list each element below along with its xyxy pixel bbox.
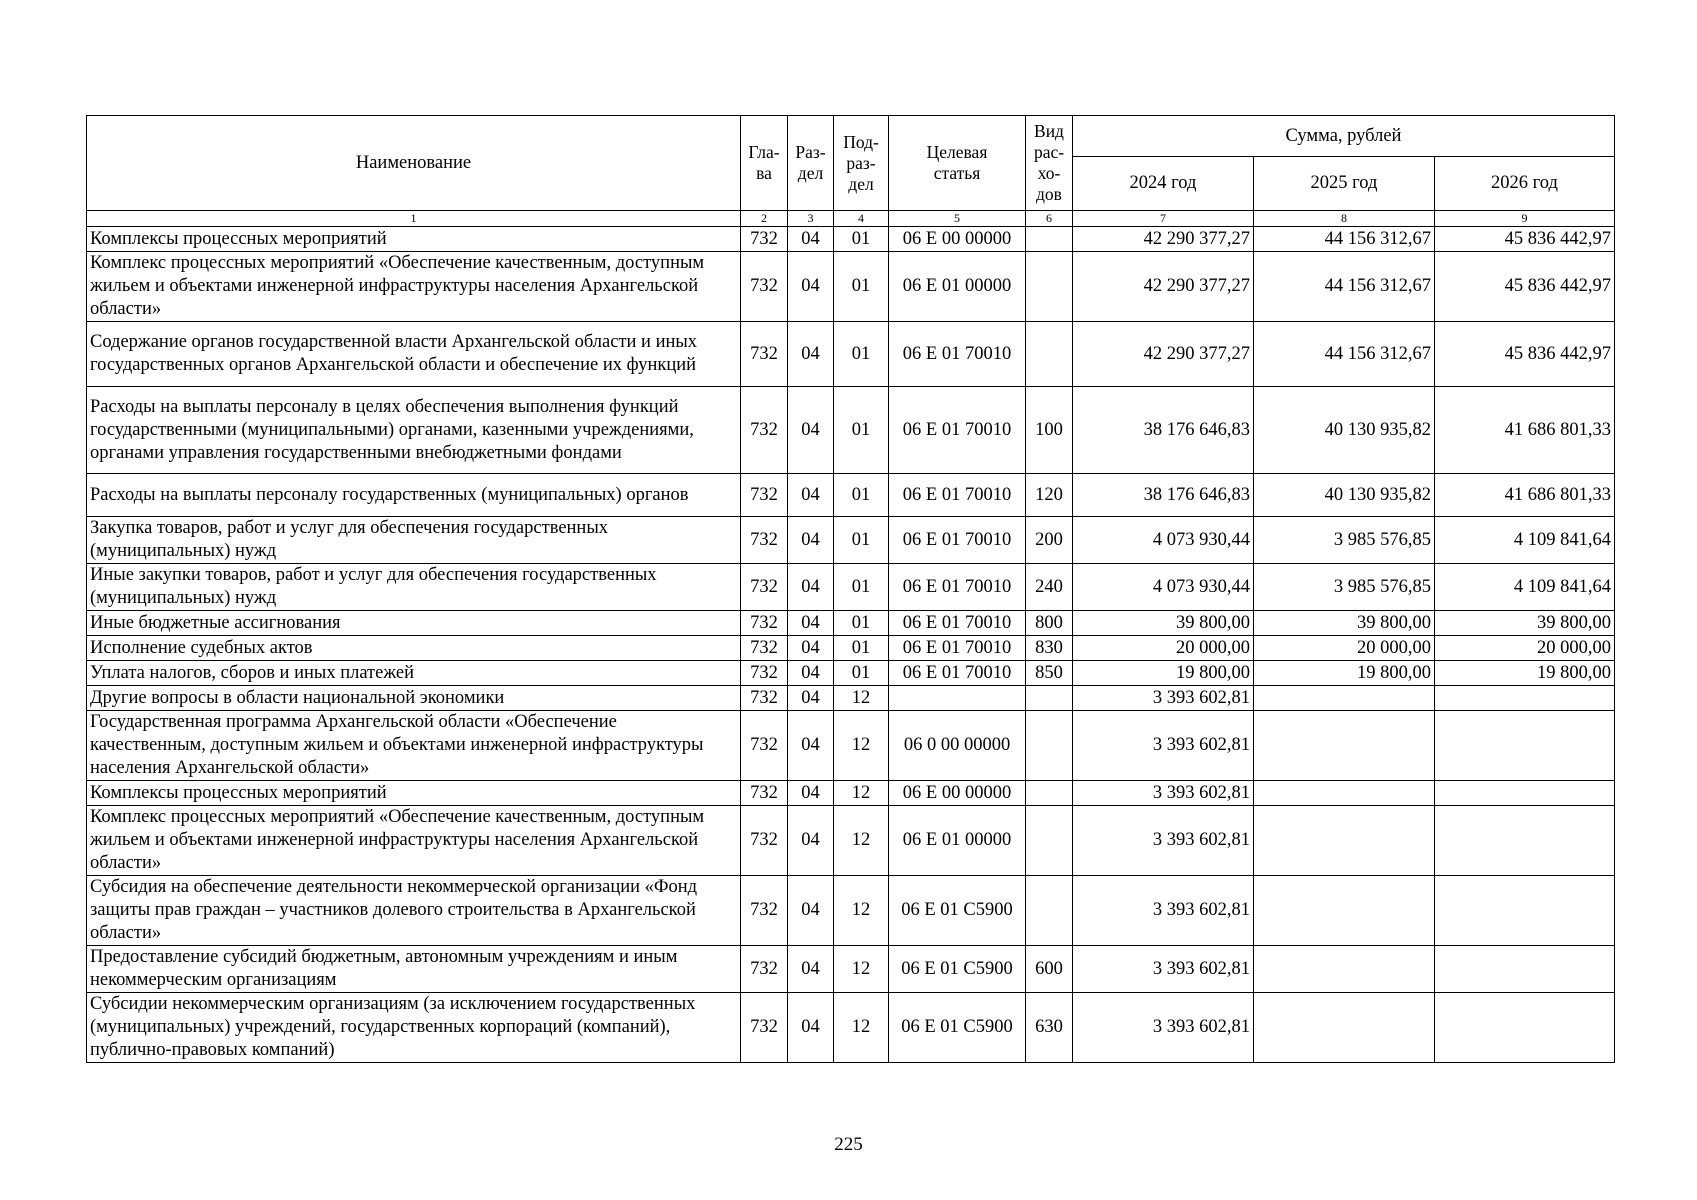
row-amount-2026: 45 836 442,97	[1435, 322, 1615, 387]
row-amount-2026	[1435, 781, 1615, 806]
row-target-article: 06 Е 01 70010	[889, 474, 1026, 517]
row-expense-type	[1026, 806, 1073, 876]
row-amount-2024: 20 000,00	[1073, 636, 1254, 661]
row-amount-2025: 3 985 576,85	[1254, 517, 1435, 564]
row-target-article: 06 Е 01 70010	[889, 322, 1026, 387]
row-name: Исполнение судебных актов	[87, 636, 741, 661]
row-target-article: 06 Е 00 00000	[889, 227, 1026, 252]
row-amount-2025: 3 985 576,85	[1254, 564, 1435, 611]
row-chapter: 732	[741, 227, 788, 252]
row-chapter: 732	[741, 517, 788, 564]
header-year-2024: 2024 год	[1073, 157, 1254, 211]
row-expense-type: 100	[1026, 387, 1073, 474]
row-amount-2024: 39 800,00	[1073, 611, 1254, 636]
row-amount-2025	[1254, 781, 1435, 806]
row-section: 04	[788, 993, 834, 1063]
row-expense-type: 120	[1026, 474, 1073, 517]
row-amount-2026	[1435, 711, 1615, 781]
row-chapter: 732	[741, 611, 788, 636]
row-amount-2025: 19 800,00	[1254, 661, 1435, 686]
row-section: 04	[788, 711, 834, 781]
column-number: 3	[788, 211, 834, 227]
row-amount-2026: 19 800,00	[1435, 661, 1615, 686]
row-name: Государственная программа Архангельской области «Обеспечение качественным, доступным жильем и объектами инженерной инфраструктуры населения Архангельской области»	[87, 711, 741, 781]
row-expense-type: 600	[1026, 946, 1073, 993]
column-number: 4	[834, 211, 889, 227]
row-amount-2026: 20 000,00	[1435, 636, 1615, 661]
row-target-article: 06 Е 01 С5900	[889, 876, 1026, 946]
row-expense-type	[1026, 322, 1073, 387]
row-target-article: 06 Е 01 70010	[889, 611, 1026, 636]
row-name: Субсидии некоммерческим организациям (за исключением государственных (муниципальных) учреждений, государственных корпораций (компаний), публично-правовых компаний)	[87, 993, 741, 1063]
table-row	[87, 322, 1615, 387]
row-chapter: 732	[741, 946, 788, 993]
row-amount-2025: 40 130 935,82	[1254, 474, 1435, 517]
row-chapter: 732	[741, 564, 788, 611]
table-row	[87, 686, 1615, 711]
row-expense-type: 240	[1026, 564, 1073, 611]
row-amount-2026	[1435, 806, 1615, 876]
row-expense-type	[1026, 227, 1073, 252]
row-amount-2026	[1435, 993, 1615, 1063]
row-chapter: 732	[741, 387, 788, 474]
table-row	[87, 806, 1615, 876]
row-target-article	[889, 686, 1026, 711]
row-target-article: 06 Е 01 70010	[889, 517, 1026, 564]
header-year-2025: 2025 год	[1254, 157, 1435, 211]
row-amount-2025	[1254, 946, 1435, 993]
row-amount-2025: 39 800,00	[1254, 611, 1435, 636]
row-section: 04	[788, 946, 834, 993]
row-amount-2025	[1254, 993, 1435, 1063]
row-amount-2024: 3 393 602,81	[1073, 781, 1254, 806]
row-amount-2024: 19 800,00	[1073, 661, 1254, 686]
column-number: 2	[741, 211, 788, 227]
row-target-article: 06 Е 01 00000	[889, 806, 1026, 876]
row-subsection: 01	[834, 611, 889, 636]
row-amount-2025	[1254, 806, 1435, 876]
column-number: 5	[889, 211, 1026, 227]
row-amount-2025: 20 000,00	[1254, 636, 1435, 661]
row-name: Субсидия на обеспечение деятельности некоммерческой организации «Фонд защиты прав граждан – участников долевого строительства в Архангельской области»	[87, 876, 741, 946]
table-row	[87, 876, 1615, 946]
row-section: 04	[788, 322, 834, 387]
row-name: Комплекс процессных мероприятий «Обеспечение качественным, доступным жильем и объектами инженерной инфраструктуры населения Архангельской области»	[87, 806, 741, 876]
row-target-article: 06 Е 01 70010	[889, 564, 1026, 611]
row-chapter: 732	[741, 711, 788, 781]
row-subsection: 12	[834, 806, 889, 876]
row-expense-type: 800	[1026, 611, 1073, 636]
row-section: 04	[788, 876, 834, 946]
header-subsection: Под- раз- дел	[834, 116, 889, 211]
table-header	[87, 116, 1615, 227]
row-chapter: 732	[741, 686, 788, 711]
row-expense-type: 830	[1026, 636, 1073, 661]
row-target-article: 06 Е 01 70010	[889, 661, 1026, 686]
row-amount-2024: 42 290 377,27	[1073, 227, 1254, 252]
row-amount-2026	[1435, 686, 1615, 711]
table-row	[87, 387, 1615, 474]
row-name: Уплата налогов, сборов и иных платежей	[87, 661, 741, 686]
row-chapter: 732	[741, 806, 788, 876]
row-section: 04	[788, 227, 834, 252]
row-chapter: 732	[741, 993, 788, 1063]
row-subsection: 01	[834, 227, 889, 252]
row-name: Предоставление субсидий бюджетным, автономным учреждениям и иным некоммерческим организациям	[87, 946, 741, 993]
row-name: Комплексы процессных мероприятий	[87, 227, 741, 252]
column-number: 6	[1026, 211, 1073, 227]
row-subsection: 01	[834, 636, 889, 661]
row-subsection: 12	[834, 876, 889, 946]
row-expense-type: 200	[1026, 517, 1073, 564]
row-amount-2026: 41 686 801,33	[1435, 387, 1615, 474]
page-number: 225	[834, 1134, 863, 1155]
table-row	[87, 661, 1615, 686]
row-subsection: 01	[834, 564, 889, 611]
row-name: Комплекс процессных мероприятий «Обеспечение качественным, доступным жильем и объектами инженерной инфраструктуры населения Архангельской области»	[87, 252, 741, 322]
row-expense-type: 630	[1026, 993, 1073, 1063]
row-section: 04	[788, 252, 834, 322]
row-section: 04	[788, 474, 834, 517]
row-name: Комплексы процессных мероприятий	[87, 781, 741, 806]
row-chapter: 732	[741, 661, 788, 686]
row-name: Иные закупки товаров, работ и услуг для обеспечения государственных (муниципальных) нужд	[87, 564, 741, 611]
row-amount-2025	[1254, 686, 1435, 711]
table-row	[87, 946, 1615, 993]
row-subsection: 01	[834, 322, 889, 387]
table-row	[87, 711, 1615, 781]
row-section: 04	[788, 517, 834, 564]
table-row	[87, 993, 1615, 1063]
row-amount-2026	[1435, 946, 1615, 993]
row-amount-2024: 3 393 602,81	[1073, 876, 1254, 946]
row-subsection: 01	[834, 661, 889, 686]
row-section: 04	[788, 781, 834, 806]
row-amount-2024: 3 393 602,81	[1073, 993, 1254, 1063]
row-amount-2024: 3 393 602,81	[1073, 686, 1254, 711]
row-subsection: 12	[834, 711, 889, 781]
column-number: 9	[1435, 211, 1615, 227]
row-expense-type	[1026, 711, 1073, 781]
row-amount-2026: 41 686 801,33	[1435, 474, 1615, 517]
table-row	[87, 611, 1615, 636]
row-chapter: 732	[741, 781, 788, 806]
row-name: Иные бюджетные ассигнования	[87, 611, 741, 636]
row-target-article: 06 Е 01 С5900	[889, 946, 1026, 993]
row-target-article: 06 Е 01 70010	[889, 387, 1026, 474]
table-row	[87, 781, 1615, 806]
row-name: Другие вопросы в области национальной экономики	[87, 686, 741, 711]
table-row	[87, 564, 1615, 611]
column-number: 8	[1254, 211, 1435, 227]
header-section: Раз- дел	[788, 116, 834, 211]
row-section: 04	[788, 564, 834, 611]
row-section: 04	[788, 636, 834, 661]
table-row	[87, 636, 1615, 661]
header-expense-type: Вид рас- хо- дов	[1026, 116, 1073, 211]
header-sum: Сумма, рублей	[1073, 116, 1615, 157]
row-amount-2024: 4 073 930,44	[1073, 564, 1254, 611]
row-section: 04	[788, 387, 834, 474]
row-subsection: 01	[834, 252, 889, 322]
row-target-article: 06 Е 00 00000	[889, 781, 1026, 806]
column-number: 1	[87, 211, 741, 227]
row-amount-2025	[1254, 711, 1435, 781]
row-subsection: 12	[834, 686, 889, 711]
row-subsection: 12	[834, 993, 889, 1063]
header-name: Наименование	[87, 116, 741, 211]
row-section: 04	[788, 661, 834, 686]
budget-table	[86, 115, 1615, 1063]
row-subsection: 12	[834, 781, 889, 806]
row-section: 04	[788, 806, 834, 876]
row-amount-2024: 42 290 377,27	[1073, 252, 1254, 322]
row-section: 04	[788, 611, 834, 636]
row-amount-2026: 4 109 841,64	[1435, 517, 1615, 564]
row-amount-2026: 45 836 442,97	[1435, 252, 1615, 322]
row-amount-2024: 38 176 646,83	[1073, 387, 1254, 474]
row-amount-2025: 44 156 312,67	[1254, 252, 1435, 322]
table-row	[87, 252, 1615, 322]
row-target-article: 06 Е 01 С5900	[889, 993, 1026, 1063]
row-chapter: 732	[741, 636, 788, 661]
row-chapter: 732	[741, 474, 788, 517]
header-target-article: Целевая статья	[889, 116, 1026, 211]
row-expense-type: 850	[1026, 661, 1073, 686]
table-body	[87, 227, 1615, 1063]
row-amount-2024: 42 290 377,27	[1073, 322, 1254, 387]
row-chapter: 732	[741, 252, 788, 322]
row-target-article: 06 Е 01 00000	[889, 252, 1026, 322]
row-subsection: 01	[834, 387, 889, 474]
row-amount-2024: 3 393 602,81	[1073, 711, 1254, 781]
row-subsection: 01	[834, 474, 889, 517]
table-row	[87, 517, 1615, 564]
row-amount-2025	[1254, 876, 1435, 946]
row-amount-2024: 3 393 602,81	[1073, 946, 1254, 993]
row-amount-2026: 4 109 841,64	[1435, 564, 1615, 611]
row-name: Закупка товаров, работ и услуг для обеспечения государственных (муниципальных) нужд	[87, 517, 741, 564]
header-chapter: Гла- ва	[741, 116, 788, 211]
table-row	[87, 474, 1615, 517]
row-expense-type	[1026, 252, 1073, 322]
row-expense-type	[1026, 876, 1073, 946]
row-amount-2026	[1435, 876, 1615, 946]
row-name: Содержание органов государственной власти Архангельской области и иных государственных органов Архангельской области и обеспечение их функций	[87, 322, 741, 387]
row-expense-type	[1026, 686, 1073, 711]
row-amount-2025: 44 156 312,67	[1254, 227, 1435, 252]
row-amount-2025: 40 130 935,82	[1254, 387, 1435, 474]
row-name: Расходы на выплаты персоналу государственных (муниципальных) органов	[87, 474, 741, 517]
row-amount-2026: 39 800,00	[1435, 611, 1615, 636]
row-amount-2024: 3 393 602,81	[1073, 806, 1254, 876]
row-amount-2024: 38 176 646,83	[1073, 474, 1254, 517]
row-subsection: 01	[834, 517, 889, 564]
row-amount-2025: 44 156 312,67	[1254, 322, 1435, 387]
row-target-article: 06 0 00 00000	[889, 711, 1026, 781]
row-target-article: 06 Е 01 70010	[889, 636, 1026, 661]
column-numbers-row	[87, 211, 1615, 227]
row-name: Расходы на выплаты персоналу в целях обеспечения выполнения функций государственными (муниципальными) органами, казенными учреждениями, органами управления государственными внебюджетными фондами	[87, 387, 741, 474]
row-expense-type	[1026, 781, 1073, 806]
row-subsection: 12	[834, 946, 889, 993]
table-row	[87, 227, 1615, 252]
row-section: 04	[788, 686, 834, 711]
row-amount-2024: 4 073 930,44	[1073, 517, 1254, 564]
header-year-2026: 2026 год	[1435, 157, 1615, 211]
row-chapter: 732	[741, 876, 788, 946]
row-chapter: 732	[741, 322, 788, 387]
row-amount-2026: 45 836 442,97	[1435, 227, 1615, 252]
column-number: 7	[1073, 211, 1254, 227]
